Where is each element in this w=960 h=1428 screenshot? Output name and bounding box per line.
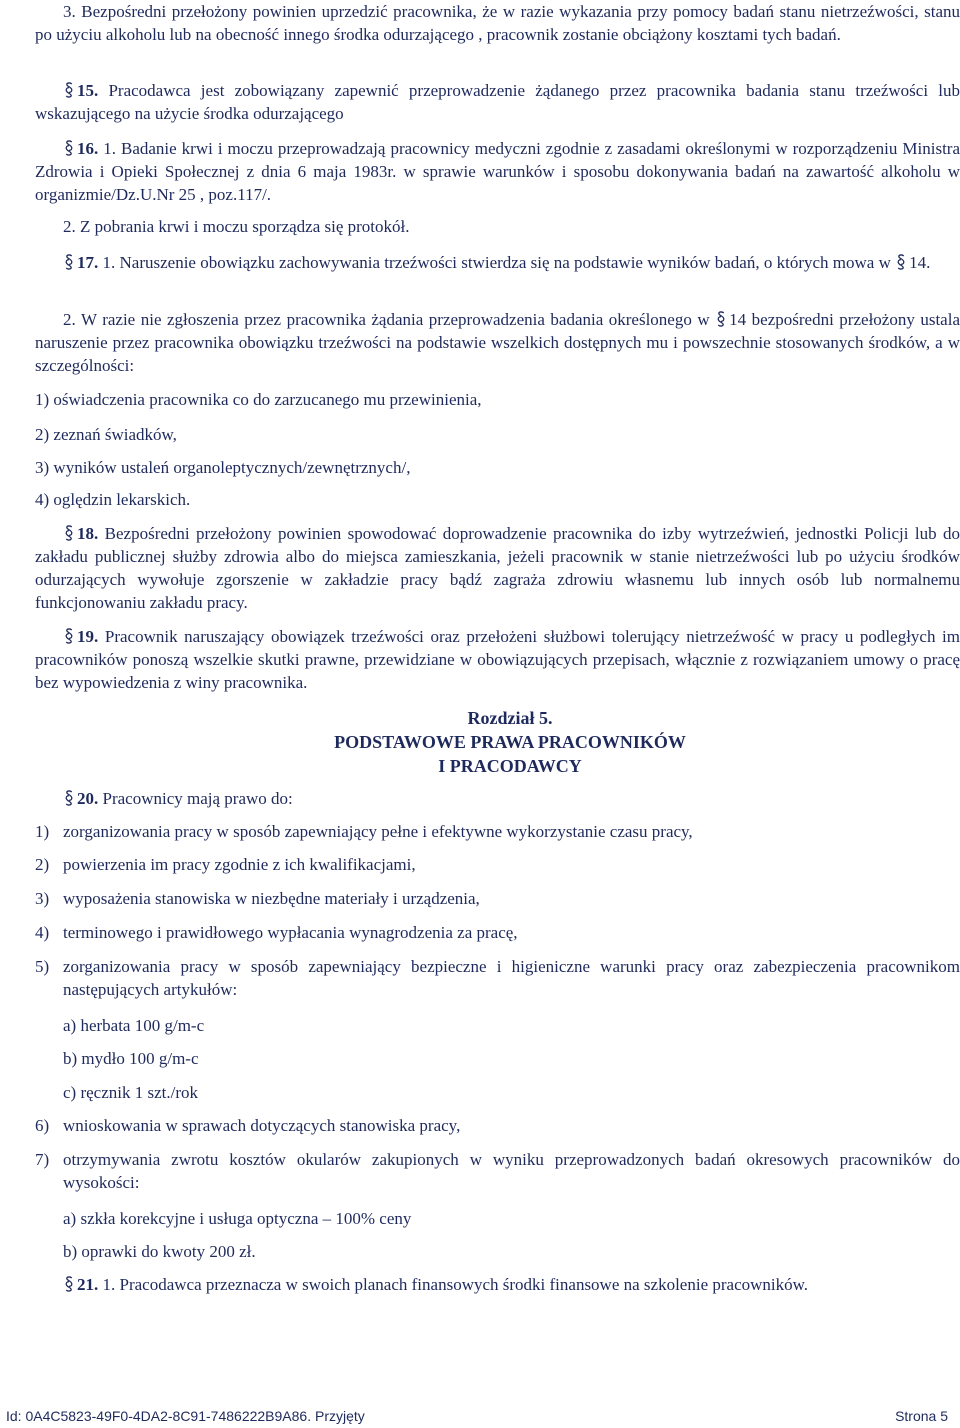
section-21 — [35, 1273, 960, 1296]
section-18-number: 18. — [77, 524, 99, 543]
section-19-text: Pracownik naruszający obowiązek trzeźwości oraz przełożeni służbowi tolerujący nietrzeźwość w pracy u podległych im pracowników ponoszą wszelkie skutki prawne, przewidziane w obowiązujących przepisach, włącznie z rozwiązaniem umowy o pracę bez wypowiedzenia z winy pracownika. — [35, 627, 960, 692]
list-item: 3) wyników ustaleń organoleptycznych/zewnętrznych/, — [35, 458, 411, 477]
section-sign-icon — [64, 1275, 74, 1293]
section-15-number: 15. — [77, 81, 99, 100]
section-15-text: Pracodawca jest zobowiązany zapewnić przeprowadzenie żądanego przez pracownika badania stanu trzeźwości lub wskazującego na użycie środka odurzającego — [35, 81, 960, 123]
list-item-text: zorganizowania pracy w sposób zapewniający pełne i efektywne wykorzystanie czasu pracy, — [63, 822, 693, 841]
list-item-label: 4) — [35, 923, 50, 942]
document-id: Id: 0A4C5823-49F0-4DA2-8C91-7486222B9A86. Przyjęty — [6, 1408, 365, 1424]
list-item-text: wnioskowania w sprawach dotyczących stanowiska pracy, — [63, 1116, 461, 1135]
list-item — [35, 820, 960, 843]
section-20-number: 20. — [77, 789, 99, 808]
list-item — [35, 921, 960, 944]
page-footer — [0, 1408, 960, 1428]
section-sign-icon — [64, 81, 74, 99]
section-16-number: 16. — [77, 139, 99, 158]
section-sign-icon — [64, 253, 74, 271]
section-16 — [35, 137, 960, 206]
list-item: 1) oświadczenia pracownika co do zarzucanego mu przewinienia, — [35, 390, 482, 409]
list-item-label: 6) — [35, 1116, 50, 1135]
paragraph-3 — [35, 0, 960, 46]
chapter-title-line-2: I PRACODAWCY — [438, 756, 582, 776]
chapter-title-line-1: PODSTAWOWE PRAWA PRACOWNIKÓW — [334, 732, 686, 752]
sub-list-item: b) oprawki do kwoty 200 zł. — [63, 1242, 256, 1261]
section-sign-icon — [64, 789, 74, 807]
list-item-label: 2) — [35, 855, 50, 874]
list-item-text: terminowego i prawidłowego wypłacania wynagrodzenia za pracę, — [63, 923, 518, 942]
list-item-text: zorganizowania pracy w sposób zapewniający bezpieczne i higieniczne warunki pracy oraz zabezpieczenia pracownikom następujących artykułów: — [63, 957, 960, 999]
list-item: 2) zeznań świadków, — [35, 425, 177, 444]
list-item-text: powierzenia im pracy zgodnie z ich kwalifikacjami, — [63, 855, 416, 874]
section-16-point-1: 1. Badanie krwi i moczu przeprowadzają pracownicy medyczni zgodnie z zasadami określonymi w rozporządzeniu Ministra Zdrowia i Opieki Społecznej z dnia 6 maja 1983r. w sprawie warunków i sposobu dokonywania badań na zawartość alkoholu w organizmie/Dz.U.Nr 25 , poz.117/. — [35, 139, 960, 204]
section-sign-icon — [716, 310, 726, 328]
section-21-number: 21. — [77, 1275, 99, 1294]
section-17-point-1-ref: 14. — [909, 253, 931, 272]
page-number: Strona 5 — [895, 1408, 948, 1424]
section-17-point-2-a: 2. W razie nie zgłoszenia przez pracownika żądania przeprowadzenia badania określonego w — [63, 310, 710, 329]
list-item-text: wyposażenia stanowiska w niezbędne materiały i urządzenia, — [63, 889, 480, 908]
section-19 — [35, 625, 960, 694]
list-item — [35, 887, 960, 910]
list-item — [35, 955, 960, 1001]
section-sign-icon — [64, 139, 74, 157]
list-item-label: 7) — [35, 1150, 50, 1169]
section-17-number: 17. — [77, 253, 99, 272]
section-16-point-2: 2. Z pobrania krwi i moczu sporządza się protokół. — [63, 217, 410, 236]
section-17 — [35, 251, 960, 274]
section-20-intro: Pracownicy mają prawo do: — [102, 789, 293, 808]
list-item — [35, 1148, 960, 1194]
section-15 — [35, 79, 960, 125]
section-sign-icon — [896, 253, 906, 271]
section-17-point-1: 1. Naruszenie obowiązku zachowywania trzeźwości stwierdza się na podstawie wyników badań, o których mowa w — [102, 253, 891, 272]
list-item-label: 1) — [35, 822, 50, 841]
sub-list-item: a) szkła korekcyjne i usługa optyczna – 100% ceny — [63, 1209, 412, 1228]
chapter-heading — [270, 706, 750, 778]
list-item-label: 3) — [35, 889, 50, 908]
section-17-point-2-block — [35, 308, 960, 377]
section-18-text: Bezpośredni przełożony powinien spowodować doprowadzenie pracownika do izby wytrzeźwień, jednostki Policji lub do zakładu publicznej służby zdrowia albo do miejsca zamieszkania, jeżeli pracownik w stanie nietrzeźwości lub po użyciu środków odurzających wywołuje zgorszenie w zakładzie pracy bądź zagraża zdrowiu własnemu lub innych osób lub normalnemu funkcjonowaniu zakładu pracy. — [35, 524, 960, 612]
list-item-text: otrzymywania zwrotu kosztów okularów zakupionych w wyniku przeprowadzonych badań okresowych pracowników do wysokości: — [63, 1150, 960, 1192]
section-17-point-2-b: 14 bezpośredni przełożony ustala naruszenie przez pracownika obowiązku trzeźwości na podstawie wszelkich dostępnych mu i powszechnie stosowanych środków, a w szczególności: — [35, 310, 960, 375]
section-19-number: 19. — [77, 627, 99, 646]
section-16-point-2-block — [35, 215, 960, 238]
list-item-label: 5) — [35, 957, 50, 976]
paragraph-3-text: 3. Bezpośredni przełożony powinien uprzedzić pracownika, że w razie wykazania przy pomocy badań stanu nietrzeźwości, stanu po użyciu alkoholu lub na obecność innego środka odurzającego , pracownik zostanie obciążony kosztami tych badań. — [35, 2, 960, 44]
list-item: 4) oględzin lekarskich. — [35, 490, 191, 509]
section-sign-icon — [64, 524, 74, 542]
section-18 — [35, 522, 960, 614]
chapter-number: Rozdział 5. — [467, 708, 553, 728]
section-sign-icon — [64, 627, 74, 645]
sub-list-item: a) herbata 100 g/m-c — [63, 1016, 205, 1035]
list-item — [35, 1114, 960, 1137]
section-21-text: 1. Pracodawca przeznacza w swoich planach finansowych środki finansowe na szkolenie pracowników. — [102, 1275, 809, 1294]
list-item — [35, 853, 960, 876]
section-20 — [35, 787, 960, 810]
sub-list-item: b) mydło 100 g/m-c — [63, 1049, 199, 1068]
sub-list-item: c) ręcznik 1 szt./rok — [63, 1083, 198, 1102]
